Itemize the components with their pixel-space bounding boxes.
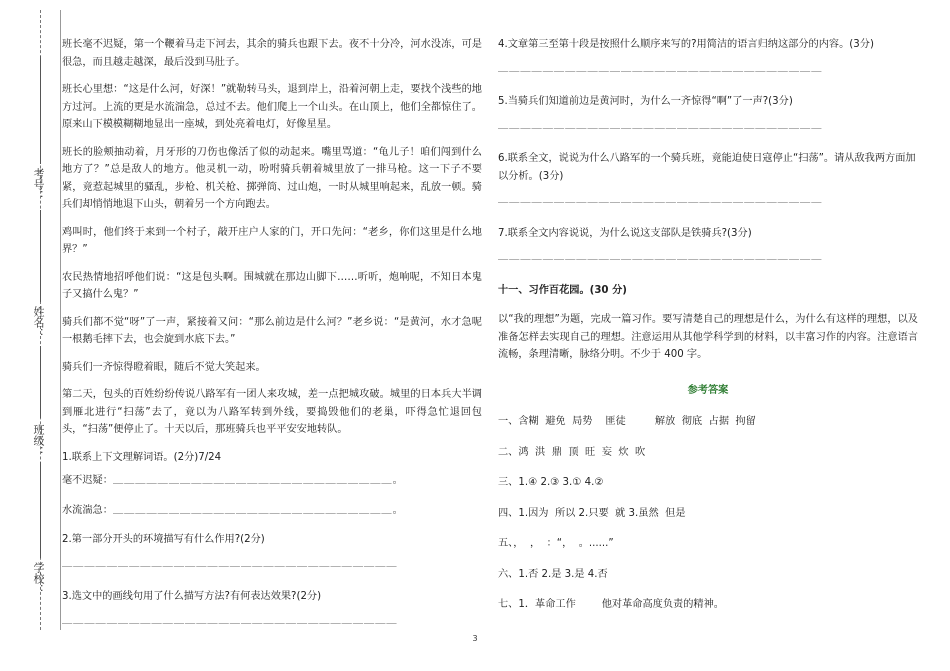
- xuexiao-blank: [40, 462, 41, 558]
- question-6: 6.联系全文，说说为什么八路军的一个骑兵班，竟能迫使日寇停止“扫荡”。请从敌我两方面加以分析。(3分): [498, 153, 916, 182]
- story-paragraph: 鸡叫时，他们终于来到一个村子，敲开庄户人家的门，开口先问：“老乡，你们这里是什么地界？”: [62, 226, 482, 255]
- left-column: [62, 36, 482, 645]
- question-5: 5.当骑兵们知道前边是黄河时，为什么一齐惊得“啊”了一声?(3分): [498, 96, 793, 107]
- answer-item: 二、鸿 洪 鼎 顶 旺 妄 炊 吹: [498, 446, 646, 458]
- q1-word-a: 毫不迟疑：: [62, 475, 113, 486]
- right-column: [498, 36, 918, 627]
- story-paragraph: 班长心里想：“这是什么河，好深！”就勒转马头，退到岸上，沿着河朝上走，要找个浅些的地方过河。上流的更是水流湍急，总过不去。他们爬上一个山头。在山顶上，他们全都惊住了。原来山下模模糊糊地显出一座城，到处亮着电灯，好像星星。: [62, 84, 482, 130]
- kaohao-label: 考号：: [32, 168, 45, 201]
- page-number: 3: [472, 634, 478, 643]
- q1-word-b-blank[interactable]: ＿＿＿＿＿＿＿＿＿＿＿＿＿＿＿＿＿＿＿＿＿＿＿＿＿。: [112, 504, 404, 516]
- q1-word-a-blank[interactable]: ＿＿＿＿＿＿＿＿＿＿＿＿＿＿＿＿＿＿＿＿＿＿＿＿＿。: [112, 475, 404, 486]
- xuexiao-label: 学校：: [32, 562, 45, 595]
- question-3: 3.选文中的画线句用了什么描写方法?有何表达效果?(2分): [62, 591, 322, 602]
- xingming-blank: [40, 210, 41, 302]
- section-11-title: 十一、习作百花园。(30 分): [498, 284, 627, 296]
- q2-answer-line[interactable]: ＿＿＿＿＿＿＿＿＿＿＿＿＿＿＿＿＿＿＿＿＿＿＿＿＿＿＿＿＿＿: [62, 557, 398, 569]
- q1-word-b-row: [62, 502, 482, 520]
- answer-item: 五、， ， ：“， 。......”: [498, 538, 614, 549]
- answer-item: 七、1．革命工作 他对革命高度负责的精神。: [498, 599, 724, 610]
- question-7: 7.联系全文内容说说，为什么说这支部队是铁骑兵?(3分): [498, 227, 752, 239]
- xingming-label: 姓名：: [32, 306, 45, 339]
- essay-instructions: 以“我的理想”为题，完成一篇习作。要写清楚自己的理想是什么，为什么有这样的理想，以及准备怎样去实现自己的理想。注意运用从其他学科学到的材料，以丰富习作的内容。注意语言流畅，条理清晰，脉络分明。不少于 400 字。: [498, 314, 918, 360]
- q1-word-b: 水流湍急：: [62, 504, 113, 516]
- banji-blank: [40, 346, 41, 418]
- q7-answer-line[interactable]: ＿＿＿＿＿＿＿＿＿＿＿＿＿＿＿＿＿＿＿＿＿＿＿＿＿＿＿＿＿: [498, 251, 823, 262]
- story-paragraph: 班长的脸颊抽动着，月牙形的刀伤也像活了似的动起来。嘴里骂道：“龟儿子！咱们闯到什么地方了？”总是敌人的地方。他灵机一动，吩咐骑兵朝着城里放了一排马枪。这一下子不要紧，竟惹起城里的骚乱，步枪、机关枪、掷弹筒、过山炮，一时从城里响起来，乱放一顿。骑兵们却悄悄地退下山头，朝着另一个方向跑去。: [62, 146, 482, 210]
- answer-item: 三、1.④ 2.③ 3.① 4.②: [498, 477, 604, 488]
- q5-answer-line[interactable]: ＿＿＿＿＿＿＿＿＿＿＿＿＿＿＿＿＿＿＿＿＿＿＿＿＿＿＿＿＿: [498, 119, 823, 131]
- question-2: 2.第一部分开头的环境描写有什么作用?(2分): [62, 534, 265, 545]
- q1-word-a-row: [62, 472, 482, 490]
- question-1: 1.联系上下文理解词语。(2分)7/24: [62, 451, 222, 463]
- answer-item: 四、1.因为 所以 2.只要 就 3.虽然 但是: [498, 507, 686, 519]
- answer-item: 一、含糊 避免 局势 匪徒 解放 彻底 占据 拘留: [498, 416, 756, 427]
- kaohao-blank: [40, 56, 41, 164]
- story-paragraph: 骑兵们一齐惊得瞪着眼，随后不觉大笑起来。: [62, 361, 266, 373]
- story-paragraph: 农民热情地招呼他们说：“这是包头啊。围城就在那边山脚下……听听，炮响呢，不知日本鬼子又搞什么鬼？”: [62, 271, 482, 300]
- q3-answer-line[interactable]: ＿＿＿＿＿＿＿＿＿＿＿＿＿＿＿＿＿＿＿＿＿＿＿＿＿＿＿＿＿＿: [62, 614, 398, 626]
- story-paragraph: 班长毫不迟疑，第一个鞭着马走下河去，其余的骑兵也跟下去。夜不十分冷，河水没冻，可是很急，而且越走越深，最后没到马肚子。: [62, 39, 482, 68]
- reference-answers-title: 参考答案: [687, 384, 729, 396]
- q6-answer-line[interactable]: ＿＿＿＿＿＿＿＿＿＿＿＿＿＿＿＿＿＿＿＿＿＿＿＿＿＿＿＿＿: [498, 194, 823, 205]
- story-paragraph: 骑兵们都不觉“呀”了一声，紧接着又问：“那么前边是什么河？”老乡说：“是黄河，水才急呢一根鹅毛摔下去，也会旋到水底下去。”: [62, 316, 482, 345]
- binding-solid-line: [60, 10, 61, 630]
- q4-answer-line[interactable]: ＿＿＿＿＿＿＿＿＿＿＿＿＿＿＿＿＿＿＿＿＿＿＿＿＿＿＿＿＿: [498, 62, 823, 74]
- story-paragraph: 第二天，包头的百姓纷纷传说八路军有一团人来攻城，差一点把城攻破。城里的日本兵大半调到雁北进行“扫荡”去了，竟以为八路军转到外线，要捣毁他们的老巢，吓得急忙退回包头，“扫荡”便停止了。十天以后，那班骑兵也平平安安地转队。: [62, 389, 482, 435]
- answer-item: 六、1.否 2.是 3.是 4.否: [498, 568, 608, 580]
- binding-margin: [0, 0, 60, 671]
- question-4: 4.文章第三至第十段是按照什么顺序来写的?用简洁的语言归纳这部分的内容。(3分): [498, 39, 874, 50]
- banji-label: 班级：: [32, 424, 45, 457]
